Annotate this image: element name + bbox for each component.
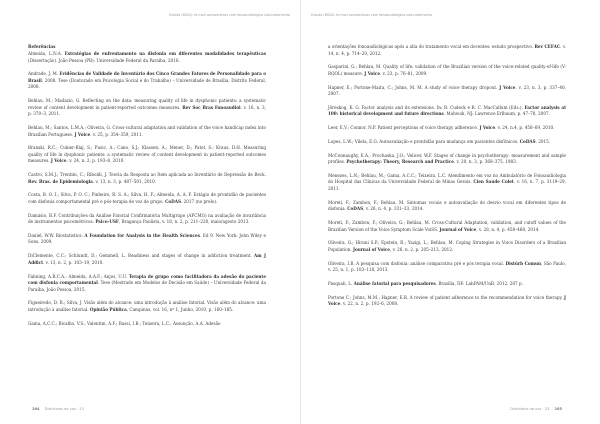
reference-title: J Voice bbox=[50, 158, 67, 164]
reference-text: Oliveira, G.; Hirani S.P.; Epstein, R.; Yazigi, L.; Behlau, M. Coping Strategies in Voice Disorders of a Brazilian Population. bbox=[328, 240, 566, 252]
reference-text: Damásio, B.F. Contribuições da Análise Fatorial Confirmatória Multigrupo (AFCMG) na avaliação de invariância de instrumentos psicométricos. bbox=[28, 212, 266, 225]
footer-text: Distúrbios da voz · 23 bbox=[510, 407, 550, 411]
reference-text: a orientações fonoaudiológicas após a alta do tratamento vocal em docentes: estudo prospectivo. bbox=[328, 44, 535, 49]
reference-entry bbox=[328, 173, 566, 193]
reference-text: Portone C.; Johns, M.M.; Hapner, E.R. A review of patient adherence to the recommendation for voice therapy. bbox=[328, 294, 565, 300]
reference-title: Psico-USF bbox=[95, 219, 119, 225]
reference-entry bbox=[328, 295, 566, 308]
reference-text: DiClemente, C.C.; Schlundt, D.; Gemmell, L. Readiness and stages of change in addiction treatment. bbox=[28, 253, 255, 259]
reference-text: , Campinas, vol. 16, nº 1, Junho, 2010, p. 160–185. bbox=[126, 306, 234, 312]
references-column-right bbox=[328, 44, 566, 315]
reference-entry bbox=[28, 98, 266, 118]
reference-text: , v. 26, n. 2, p. 205–213, 2012. bbox=[389, 246, 454, 252]
section-title: Referências bbox=[28, 44, 56, 49]
page-number: 265 bbox=[554, 407, 562, 411]
page-footer bbox=[510, 407, 566, 411]
reference-text: . 2008. Tese (Doutorado em Psicologia Social e do Trabalho) – Universidade de Brasília, Distrito Federal, 2008. bbox=[28, 77, 266, 90]
reference-title: Journal of Voice bbox=[439, 226, 477, 232]
reference-text: . v. 22, n. 2, p. 192–6, 2008. bbox=[340, 301, 399, 307]
reference-text: . v. 25, p. 354–359, 2011. bbox=[90, 131, 143, 137]
reference-text: . Brasília, DF: LabPAM/UnB, 2012. 287 p. bbox=[435, 280, 523, 286]
reference-entry bbox=[328, 139, 566, 146]
reference-title: Am J Addict bbox=[28, 253, 267, 265]
reference-entry bbox=[328, 261, 566, 274]
reference-entry bbox=[28, 71, 266, 91]
running-head: Estudo (BIGA): fo morl perspectivas com fonoaudiológica pós-tratamento bbox=[311, 13, 432, 17]
reference-title: Cien Saude Colet bbox=[473, 179, 514, 185]
reference-text: . v. 24, n. 2, p. 193–8, 2010. bbox=[66, 158, 125, 164]
reference-entry bbox=[328, 105, 566, 118]
reference-text: Branski, R.C.; Cukier-Blaj, S.; Pusic, A.; Cano, S.J.; Klassen, A.; Mener, D.; Patel, S.; Kraus, D.H. Measuring quality of life in dysphonic patients: a systematic review of content development in patient-reported outcomes measures. bbox=[28, 145, 266, 164]
reference-title: Estratégias de enfrentamento na disfonia em diferentes modalidades terapêuticas bbox=[64, 51, 266, 57]
reference-text: , v. 26, n. 4, p. 331–33, 2014. bbox=[363, 206, 424, 212]
reference-entry bbox=[28, 274, 266, 294]
reference-entry bbox=[328, 200, 566, 213]
reference-entry bbox=[328, 125, 566, 132]
reference-title: Terapia de grupo como facilitadora da adesão do paciente com disfonia comportamental bbox=[28, 273, 266, 286]
reference-text: Figueiredo, D. B.; Silva, J. Visão além do alcance: uma introdução à análise fatorial. Visão além do alcance: uma introdução à análise fatorial. bbox=[28, 300, 266, 312]
reference-text: . 2017 (no prelo). bbox=[180, 198, 218, 204]
reference-entry bbox=[28, 51, 266, 64]
reference-entry bbox=[328, 220, 566, 233]
reference-text: Castro, S.M.J.; Trentini, C.; Riboldi, J. Teoria da Resposta ao Item aplicada ao Inventário de Depressão de Beck. bbox=[28, 172, 266, 178]
reference-entry bbox=[28, 172, 266, 185]
reference-entry bbox=[328, 64, 566, 77]
reference-title: J Voice bbox=[479, 125, 496, 131]
references-column-left bbox=[28, 44, 266, 334]
reference-entry bbox=[28, 125, 266, 138]
reference-text: Daniel, W.W. Biostatistics: bbox=[28, 232, 85, 238]
reference-text: Oliveira, I.B. A pesquisa com disfonia: análise comparativa pré e pós terapia vocal. bbox=[328, 260, 506, 266]
reference-text: . 2015. bbox=[535, 138, 551, 144]
reference-text: Costa, B. O. I.; Silva, P. O. C.; Pinheiro, R. S. A.; Silva, H. F.; Almeida, A. A. F. Estágio de prontidão de pacientes com disfonia comportamental pré e pós-terapia de voz de grupo. bbox=[28, 192, 266, 204]
footer-text: Distúrbios da voz · 23 bbox=[44, 407, 84, 411]
reference-text: . v. 13, n. 3, p. 487–501, 2010. bbox=[92, 178, 157, 184]
reference-title: Rev. Bras. de Epidemiologia bbox=[28, 178, 93, 184]
running-head: Estudo (BIGA): fo morl perspectivas com fonoaudiológica pós-tratamento bbox=[169, 13, 290, 17]
reference-text: Menezes, L.N.; Behlau, M.; Gama, A.C.C.; Teixeira, L.C. Atendimento em voz no Ambulatório de Fonoaudiologia do Hospital das Clínicas da Universidade Federal de Minas Gerais. bbox=[328, 172, 566, 185]
page-number: 264 bbox=[32, 407, 40, 411]
reference-entry bbox=[28, 233, 266, 246]
reference-text: . v. 13, n. 2, p. 103–19, 2010. bbox=[43, 259, 104, 265]
reference-text: . v. 16, n. 3, p. 370–3, 2011. bbox=[28, 104, 266, 117]
reference-entry bbox=[328, 240, 566, 253]
reference-entry bbox=[328, 44, 566, 57]
reference-title: J Voice bbox=[499, 84, 516, 90]
reference-title: Psychotherapy: Theory, Research and Practice bbox=[346, 159, 454, 165]
reference-title: Análise fatorial para pesquisadores bbox=[353, 280, 436, 286]
reference-text: Jöreskog, K. G. Factor analysis and its extensions. In: R. Cudeck e R. C. MacCallum (Eds.). bbox=[328, 104, 525, 110]
reference-title: J Voice bbox=[364, 70, 381, 76]
reference-entry bbox=[328, 85, 566, 98]
reference-title: Journal of Voice bbox=[353, 246, 390, 252]
reference-text: Fahning, A.R.C.A.; Almeida, A.A.F.; Anjos, U.U. bbox=[28, 273, 129, 279]
reference-title: J Voice bbox=[328, 294, 566, 307]
reference-text: , São Paulo, v. 25, n. 1, p. 103–118, 2013. bbox=[328, 260, 566, 273]
reference-text: . Ed 9. New York: John Wiley e Sons, 2009. bbox=[28, 232, 266, 245]
reference-text: . v. 23, p. 76–81, 2009. bbox=[380, 70, 428, 76]
reference-entry bbox=[28, 192, 266, 205]
reference-title: Rev CEFAC bbox=[534, 44, 561, 49]
reference-text: Leer, E.V.; Connor, N.P. Patient perceptions of voice therapy adherence. bbox=[328, 125, 480, 131]
reference-entry bbox=[28, 253, 266, 266]
reference-text: (Dissertação). João Pessoa (PB): Universidade Federal da Paraíba, 2016. bbox=[28, 57, 180, 63]
reference-title: Factor analysis at 100: historical development and future directions bbox=[328, 104, 566, 117]
reference-text: Moreti, F.; Zambon, F.; Oliveira, G.; Behlau, M. Cross-Cultural Adaptation, validation, and cutoff values of the Brazilian Version of the Voice Symptom Scale VoiSS. bbox=[328, 219, 566, 232]
reference-text: , Bragança Paulista, v. 18, n. 2, p. 211–220, maio/agosto 2013. bbox=[118, 219, 250, 225]
reference-text: McConnaughy, E.A.; Prochaska, J.O.; Velicer, W.F. Stages of change in psychotherapy: measurement and sample profiles. bbox=[328, 152, 566, 165]
reference-text: Behlau, M.; Madazio, G. Reflecting on the data: measuring quality of life in dysphonic patients: a systematic review of content development in patient-reported outcomes measures. bbox=[28, 98, 266, 110]
reference-title: CoDAS bbox=[519, 138, 536, 144]
reference-text: . v. 20, n. 3, p. 368–375, 1983. bbox=[453, 159, 518, 165]
reference-title: Distúrb Comun bbox=[505, 260, 542, 266]
reference-title: A Foundation for Analysis in the Health Sciences bbox=[84, 232, 200, 238]
reference-text: , v. 28, n. 4, p. 458–468, 2014. bbox=[476, 226, 540, 232]
reference-text: Gama, A.C.C.; Bicalho, V.S.; Valentim, A.F.; Bassi, I.B.; Teixeira, L.C.; Assunção, A.A. Adesão bbox=[28, 320, 221, 326]
reference-title: J Voice bbox=[74, 131, 91, 137]
reference-title: Opinião Pública bbox=[89, 306, 127, 312]
reference-entry bbox=[328, 281, 566, 288]
reference-text: . v. 16, n. 7, p. 3119–29, 2011. bbox=[328, 179, 566, 191]
reference-title: Evidências de Validade do Inventário dos Cinco Grandes Fatores de Personalidade para o Brasil bbox=[28, 71, 266, 83]
reference-text: . v. 14, n. 4, p. 714–20, 2012. bbox=[328, 44, 566, 56]
reference-text: . v. 24, n.4, p. 458–69, 2010. bbox=[495, 125, 555, 131]
reference-text: Pasquali, L. bbox=[328, 280, 354, 286]
reference-text: Andrade, J. M. bbox=[28, 71, 60, 77]
reference-text: . Tese (Mestrado em Modelos de Decisão em Saúde) – Universidade Federal da Paraíba, João Pessoa, 2015. bbox=[28, 280, 266, 292]
reference-title: CoDAS bbox=[347, 206, 364, 212]
reference-entry bbox=[28, 300, 266, 313]
reference-title: Rev Soc Bras Fonoaudiol bbox=[182, 104, 241, 110]
reference-entry bbox=[28, 321, 266, 328]
reference-text: Moreti, F.; Zambon, F.; Behlau, M. Sintomas vocais e autoavaliação do desvio vocal em diferentes tipos de disfonia. bbox=[328, 199, 566, 212]
reference-text: Behlau, M.; Santos, L.M.A.; Oliveira, G. Cross-cultural adaptation and validation of the voice handicap index into Brazilian Portuguese. bbox=[28, 124, 266, 137]
reference-text: . v. 23, n. 3, p. 337–40, 2007. bbox=[328, 84, 566, 97]
reference-entry bbox=[328, 153, 566, 166]
reference-list bbox=[328, 44, 566, 308]
reference-entry bbox=[28, 145, 266, 165]
right-page bbox=[300, 0, 600, 424]
reference-text: Gasparini, G.; Behlau, M. Quality of life: validation of the Brazilian version of the voice-related quality-of-life (V-RQOL) measure. bbox=[328, 64, 566, 76]
reference-title: CoDAS bbox=[165, 198, 181, 204]
reference-text: Lopes, L.W.; Vilela, E.G. Autoavaliação e prontidão para mudança em pacientes disfônicos. bbox=[328, 138, 520, 144]
page-footer bbox=[28, 407, 84, 411]
reference-text: Hapner, E.; Portone-Maira, C.; Johns, M. M. A study of voice therapy dropout. bbox=[328, 84, 500, 90]
reference-list bbox=[28, 51, 266, 327]
reference-entry bbox=[28, 213, 266, 226]
reference-text: Almeida, L.N.A. bbox=[28, 51, 65, 57]
reference-text: . Mahwah, NJ: Lawrence Erlbaum, p. 47–78, 2007. bbox=[443, 111, 550, 117]
